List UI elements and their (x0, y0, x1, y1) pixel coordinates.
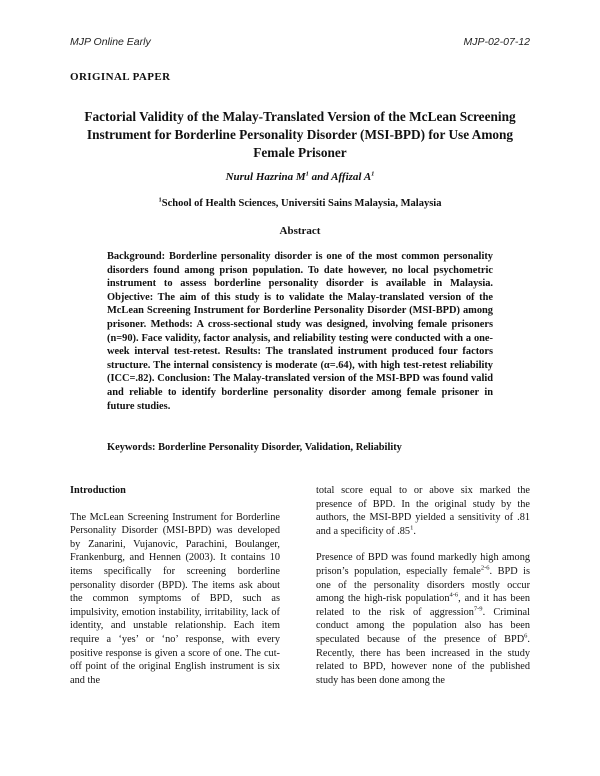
keywords-line: Keywords: Borderline Personality Disorder, Validation, Reliability (107, 442, 402, 453)
author-line (70, 171, 530, 183)
body-column-right (316, 484, 530, 687)
affiliation-text: School of Health Sciences, Universiti Sains Malaysia, Malaysia (161, 198, 442, 209)
author-2-affiliation-mark: 1 (371, 170, 375, 178)
paper-title: Factorial Validity of the Malay-Translated Version of the McLean Screening Instrument for Borderline Personality Disorder (MSI-BPD) for Use Among Female Prisoner (84, 109, 516, 160)
abstract-methods-text: A cross-sectional study was designed, involving female prisoners (n=90). Face validity, factor analysis, and reliability testing were conducted with a one-week interval test-retest. (107, 318, 494, 358)
abstract-methods-label: Methods: (150, 318, 193, 330)
running-header-article-id: MJP-02-07-12 (463, 36, 530, 48)
paragraph-gap (316, 538, 530, 551)
abstract-results-text: The translated instrument produced four factors structure. The internal consistency is moderate (α=.64), with high test-retest reliability (ICC=.82). (107, 346, 494, 385)
citation-mark: 7-9 (473, 605, 483, 613)
affiliation-mark: 1 (158, 196, 162, 204)
section-heading-introduction: Introduction (70, 485, 126, 496)
citation-mark: 6 (524, 632, 528, 640)
abstract-objective-label: Objective: (107, 291, 154, 303)
citation-mark: 1 (410, 524, 414, 532)
abstract-background-text: Borderline personality disorder is one of the most common personality disorders found among prison population. To date however, no local psychometric instrument to assess borderline personality disorder is available in Malaysia. (107, 251, 493, 290)
paragraph-text: , and it has been related to the risk of aggression (316, 593, 530, 618)
abstract-background-label: Background: (107, 251, 166, 262)
author-joiner: and (308, 171, 332, 183)
paragraph-text: . BPD is one of the personality disorders mostly occur among the high-risk population (316, 565, 530, 605)
citation-mark: 4-6 (449, 591, 459, 599)
abstract-conclusion-label: Conclusion: (157, 373, 211, 385)
abstract-conclusion-text: The Malay-translated version of the MSI-BPD was found valid and reliable to identify borderline personality disorder among female prisoner in future studies. (107, 373, 494, 412)
affiliation-line (70, 198, 530, 209)
paragraph-text: . (413, 525, 416, 537)
intro-paragraph-3 (316, 551, 530, 687)
paragraph-text: Presence of BPD was found markedly high among prison’s population, especially female (316, 552, 530, 577)
paragraph-text: total score equal to or above six marked the presence of BPD. In the original study by the authors, the MSI-BPD yielded a sensitivity of .81 and a specificity of .85 (316, 485, 530, 537)
author-1-affiliation-mark: 1 (305, 170, 309, 178)
citation-mark: 2-6 (480, 564, 490, 572)
author-2-name: Affizal A (331, 171, 372, 183)
intro-paragraph-2 (316, 484, 530, 538)
paper-type-label: ORIGINAL PAPER (70, 71, 171, 83)
body-column-left (70, 484, 280, 687)
paragraph-text: . Criminal conduct among the population also has been speculated because of the presence of BPD (316, 606, 530, 645)
abstract-objective-text: The aim of this study is to validate the Malay-translated version of the McLean Screening Instrument for Borderline Personality Disorder (MSI-BPD) among prisoner. (107, 291, 493, 330)
abstract-results-label: Results: (225, 346, 261, 358)
running-header-journal: MJP Online Early (70, 36, 151, 48)
intro-paragraph-1: The McLean Screening Instrument for Borderline Personality Disorder (MSI-BPD) was developed by Zanarini, Vujanovic, Parachini, Boulanger, Frankenburg, and Hennen (2003). It contains 10 items specifically for screening borderline personality disorder (BPD). The items ask about the common symptoms of BPD, such as impulsivity, emotion instability, irritability, lack of identity, and unstable relationship. Each item require a ‘yes’ or ‘no’ response, with every positive response is given a score of one. The cut-off point of the original English instrument is six and the (70, 511, 280, 686)
abstract-heading: Abstract (279, 225, 321, 237)
author-1-name: Nurul Hazrina M (225, 171, 306, 183)
paragraph-text: . Recently, there has been increased in the study related to BPD, however none of the published study has been done among the (316, 633, 530, 686)
abstract-body (107, 250, 493, 413)
